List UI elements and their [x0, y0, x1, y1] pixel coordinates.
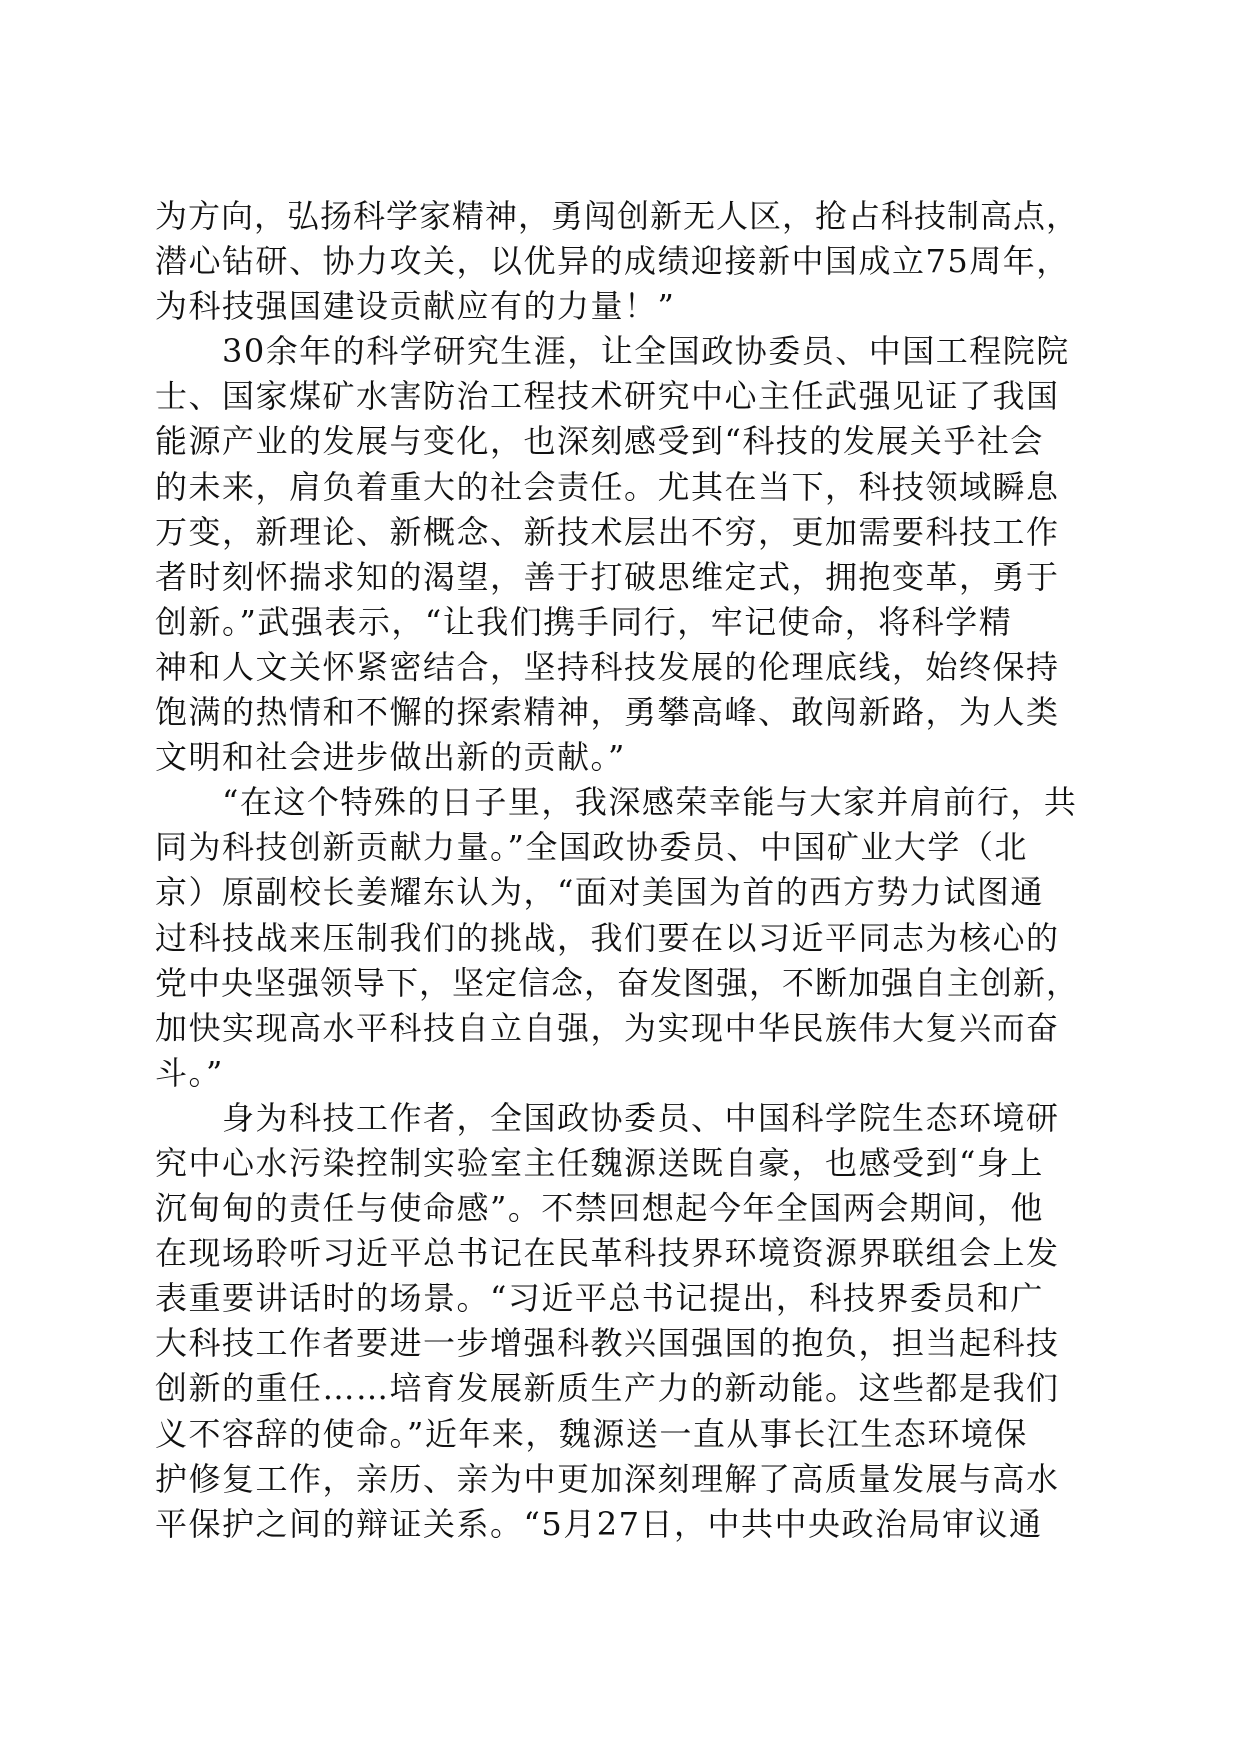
text-line: 表重要讲话时的场景。“习近平总书记提出，科技界委员和广 [155, 1279, 1044, 1318]
text-line: 平保护之间的辩证关系。“5月27日，中共中央政治局审议通 [155, 1504, 1043, 1543]
text-line: 创新。”武强表示，“让我们携手同行，牢记使命，将科学精 [155, 602, 1013, 641]
text-line: 党中央坚强领导下，坚定信念，奋发图强，不断加强自主创新， [155, 963, 1080, 1002]
text-line: 斗。” [155, 1053, 224, 1092]
text-line: 创新的重任……培育发展新质生产力的新动能。这些都是我们 [155, 1369, 1060, 1408]
text-line: 同为科技创新贡献力量。”全国政协委员、中国矿业大学（北 [155, 828, 1028, 867]
text-line: 大科技工作者要进一步增强科教兴国强国的抱负，担当起科技 [155, 1324, 1060, 1363]
text-line: 身为科技工作者，全国政协委员、中国科学院生态环境研 [155, 1098, 1060, 1137]
text-line: 沉甸甸的责任与使命感”。不禁回想起今年全国两会期间，他 [155, 1189, 1044, 1228]
text-line: 饱满的热情和不懈的探索精神，勇攀高峰、敢闯新路，为人类 [155, 693, 1060, 732]
text-line: 潜心钻研、协力攻关，以优异的成绩迎接新中国成立75周年， [155, 242, 1070, 281]
text-line: 为方向，弘扬科学家精神，勇闯创新无人区，抢占科技制高点， [155, 197, 1080, 235]
text-line: 义不容辞的使命。”近年来，魏源送一直从事长江生态环境保 [155, 1414, 1028, 1453]
text-line: 京）原副校长姜耀东认为，“面对美国为首的西方势力试图通 [155, 873, 1044, 912]
text-line: 护修复工作，亲历、亲为中更加深刻理解了高质量发展与高水 [155, 1459, 1060, 1498]
text-line: 能源产业的发展与变化，也深刻感受到“科技的发展关乎社会 [155, 422, 1044, 461]
text-line: 士、国家煤矿水害防治工程技术研究中心主任武强见证了我国 [155, 377, 1060, 416]
text-line: 神和人文关怀紧密结合，坚持科技发展的伦理底线，始终保持 [155, 647, 1060, 686]
article-body [155, 194, 1085, 1547]
text-line: 在现场聆听习近平总书记在民革科技界环境资源界联组会上发 [155, 1234, 1060, 1273]
text-line: 者时刻怀揣求知的渴望，善于打破思维定式，拥抱变革，勇于 [155, 557, 1060, 596]
text-line: “在这个特殊的日子里，我深感荣幸能与大家并肩前行，共 [155, 783, 1078, 822]
text-line: 30余年的科学研究生涯，让全国政协委员、中国工程院院 [155, 332, 1070, 371]
text-line: 究中心水污染控制实验室主任魏源送既自豪，也感受到“身上 [155, 1143, 1044, 1182]
text-line: 为科技强国建设贡献应有的力量！” [155, 287, 676, 326]
text-line: 万变，新理论、新概念、新技术层出不穷，更加需要科技工作 [155, 512, 1060, 551]
text-line: 文明和社会进步做出新的贡献。” [155, 738, 626, 777]
text-line: 的未来，肩负着重大的社会责任。尤其在当下，科技领域瞬息 [155, 467, 1060, 506]
text-line: 加快实现高水平科技自立自强，为实现中华民族伟大复兴而奋 [155, 1008, 1060, 1047]
text-line: 过科技战来压制我们的挑战，我们要在以习近平同志为核心的 [155, 918, 1060, 957]
